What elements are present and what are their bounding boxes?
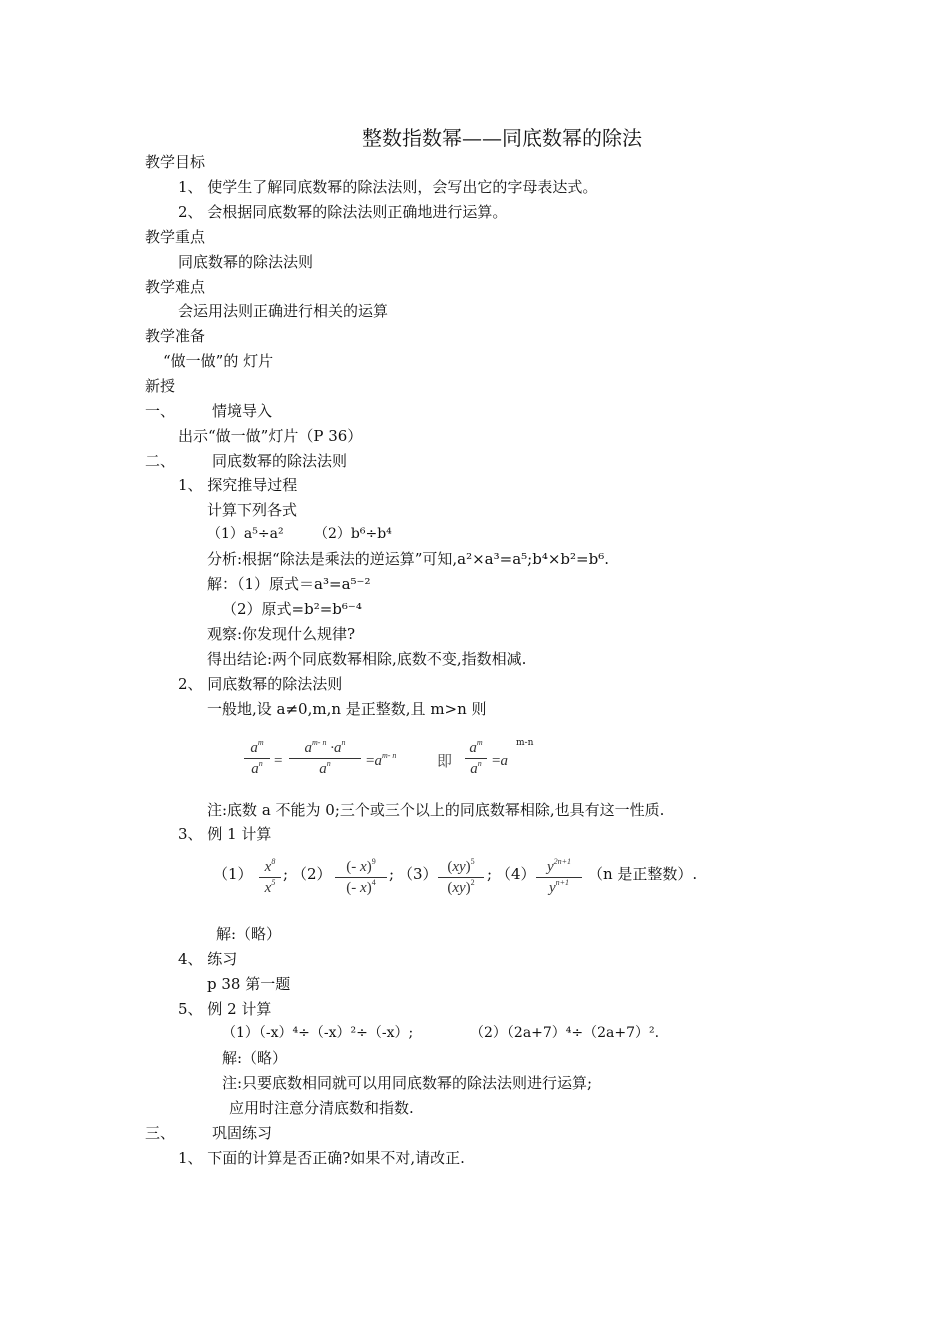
ex1-fraction-1: $x^8$ $x^5$ <box>259 858 281 897</box>
note-2a: 注:只要底数相同就可以用同底数幂的除法法则进行运算; <box>222 1074 593 1092</box>
formula-fraction-2: $a^{m- n} \cdot a^n$ $a^n$ <box>289 739 361 778</box>
preparation: “做一做”的 灯片 <box>163 352 274 370</box>
equals-sign-1: = <box>274 753 283 769</box>
formula-exponent: m-n <box>516 738 534 748</box>
part-3-label: 巩固练习 <box>212 1124 273 1142</box>
part-3-number: 三、 <box>145 1124 176 1142</box>
ex1-label-1: （1） <box>213 865 253 883</box>
section-new-lesson: 新授 <box>145 377 176 395</box>
note-2b: 应用时注意分清底数和指数. <box>229 1099 414 1117</box>
solution-omitted-1: 解:（略） <box>216 925 282 943</box>
solution-2: （2）原式=b²=b⁶⁻⁴ <box>222 600 362 618</box>
formula-ji: 即 <box>437 752 453 770</box>
conclusion: 得出结论:两个同底数幂相除,底数不变,指数相减. <box>207 650 527 668</box>
part-2-label: 同底数幂的除法法则 <box>212 452 348 470</box>
subsection-2-2: 2、 同底数幂的除法法则 <box>178 675 343 693</box>
note-1: 注:底数 a 不能为 0;三个或三个以上的同底数幂相除,也具有这一性质. <box>207 801 665 819</box>
observe: 观察:你发现什么规律? <box>207 625 356 643</box>
part-1-text: 出示“做一做”灯片（P 36） <box>178 427 363 445</box>
section-preparation: 教学准备 <box>145 327 206 345</box>
page-title: 整数指数幂——同底数幂的除法 <box>362 126 642 150</box>
difficulty: 会运用法则正确进行相关的运算 <box>178 302 389 320</box>
part-2-number: 二、 <box>145 452 176 470</box>
formula-fraction-1: $a^m$ $a^n$ <box>244 739 270 778</box>
part-1-number: 一、 <box>145 402 176 420</box>
example-2-part-2: （2）（2a+7）⁴÷（2a+7）². <box>470 1025 660 1041</box>
ex1-label-4: （4） <box>496 865 536 883</box>
section-teaching-goals: 教学目标 <box>145 153 206 171</box>
section-key-points: 教学重点 <box>145 228 206 246</box>
section-difficulties: 教学难点 <box>145 278 206 296</box>
ex1-fraction-3: (xy)$^5$ (xy)$^2$ <box>438 858 484 897</box>
subsection-2-5: 5、 例 2 计算 <box>178 1000 272 1018</box>
solution-1: 解：（1）原式＝a³=a⁵⁻² <box>207 575 371 593</box>
ex1-separator-3: ; <box>487 865 493 883</box>
subsection-2-3: 3、 例 1 计算 <box>178 825 272 843</box>
ex1-separator-2: ; <box>389 865 395 883</box>
part-1-label: 情境导入 <box>212 402 273 420</box>
practice: p 38 第一题 <box>207 975 291 993</box>
ex1-fraction-2: (- x)$^9$ (- x)$^4$ <box>335 858 387 897</box>
key-point: 同底数幂的除法法则 <box>178 253 314 271</box>
general-statement: 一般地,设 a≠0,m,n 是正整数,且 m>n 则 <box>207 700 487 718</box>
ex1-label-3: （3） <box>398 865 438 883</box>
formula-fraction-3: $a^m$ $a^n$ <box>465 739 487 778</box>
subsection-3-1: 1、 下面的计算是否正确?如果不对,请改正. <box>178 1149 465 1167</box>
calc-instruction: 计算下列各式 <box>207 501 298 519</box>
goal-2: 2、 会根据同底数幂的除法法则正确地进行运算。 <box>178 203 508 221</box>
formula-result-2: =a <box>492 753 508 769</box>
goal-1: 1、 使学生了解同底数幂的除法法则，会写出它的字母表达式。 <box>178 178 598 196</box>
subsection-2-4: 4、 练习 <box>178 950 238 968</box>
ex1-separator-1: ; <box>283 865 289 883</box>
ex1-label-2: （2） <box>292 865 332 883</box>
example-2-part-1: （1）（-x）⁴÷（-x）²÷（-x）; <box>222 1025 414 1041</box>
formula-result-1: $=a^{m- n}$ <box>366 751 397 769</box>
ex1-fraction-4: $y^{2n+1}$ $y^{n+1}$ <box>536 858 582 897</box>
analysis: 分析:根据“除法是乘法的逆运算”可知,a²×a³=a⁵;b⁴×b²=b⁶. <box>207 550 609 568</box>
solution-omitted-2: 解:（略） <box>222 1049 288 1067</box>
exercise-a: （1）a⁵÷a² <box>207 526 284 542</box>
subsection-2-1: 1、 探究推导过程 <box>178 476 298 494</box>
exercise-b: （2）b⁶÷b⁴ <box>314 526 392 542</box>
ex1-note: （n 是正整数）. <box>588 865 698 883</box>
